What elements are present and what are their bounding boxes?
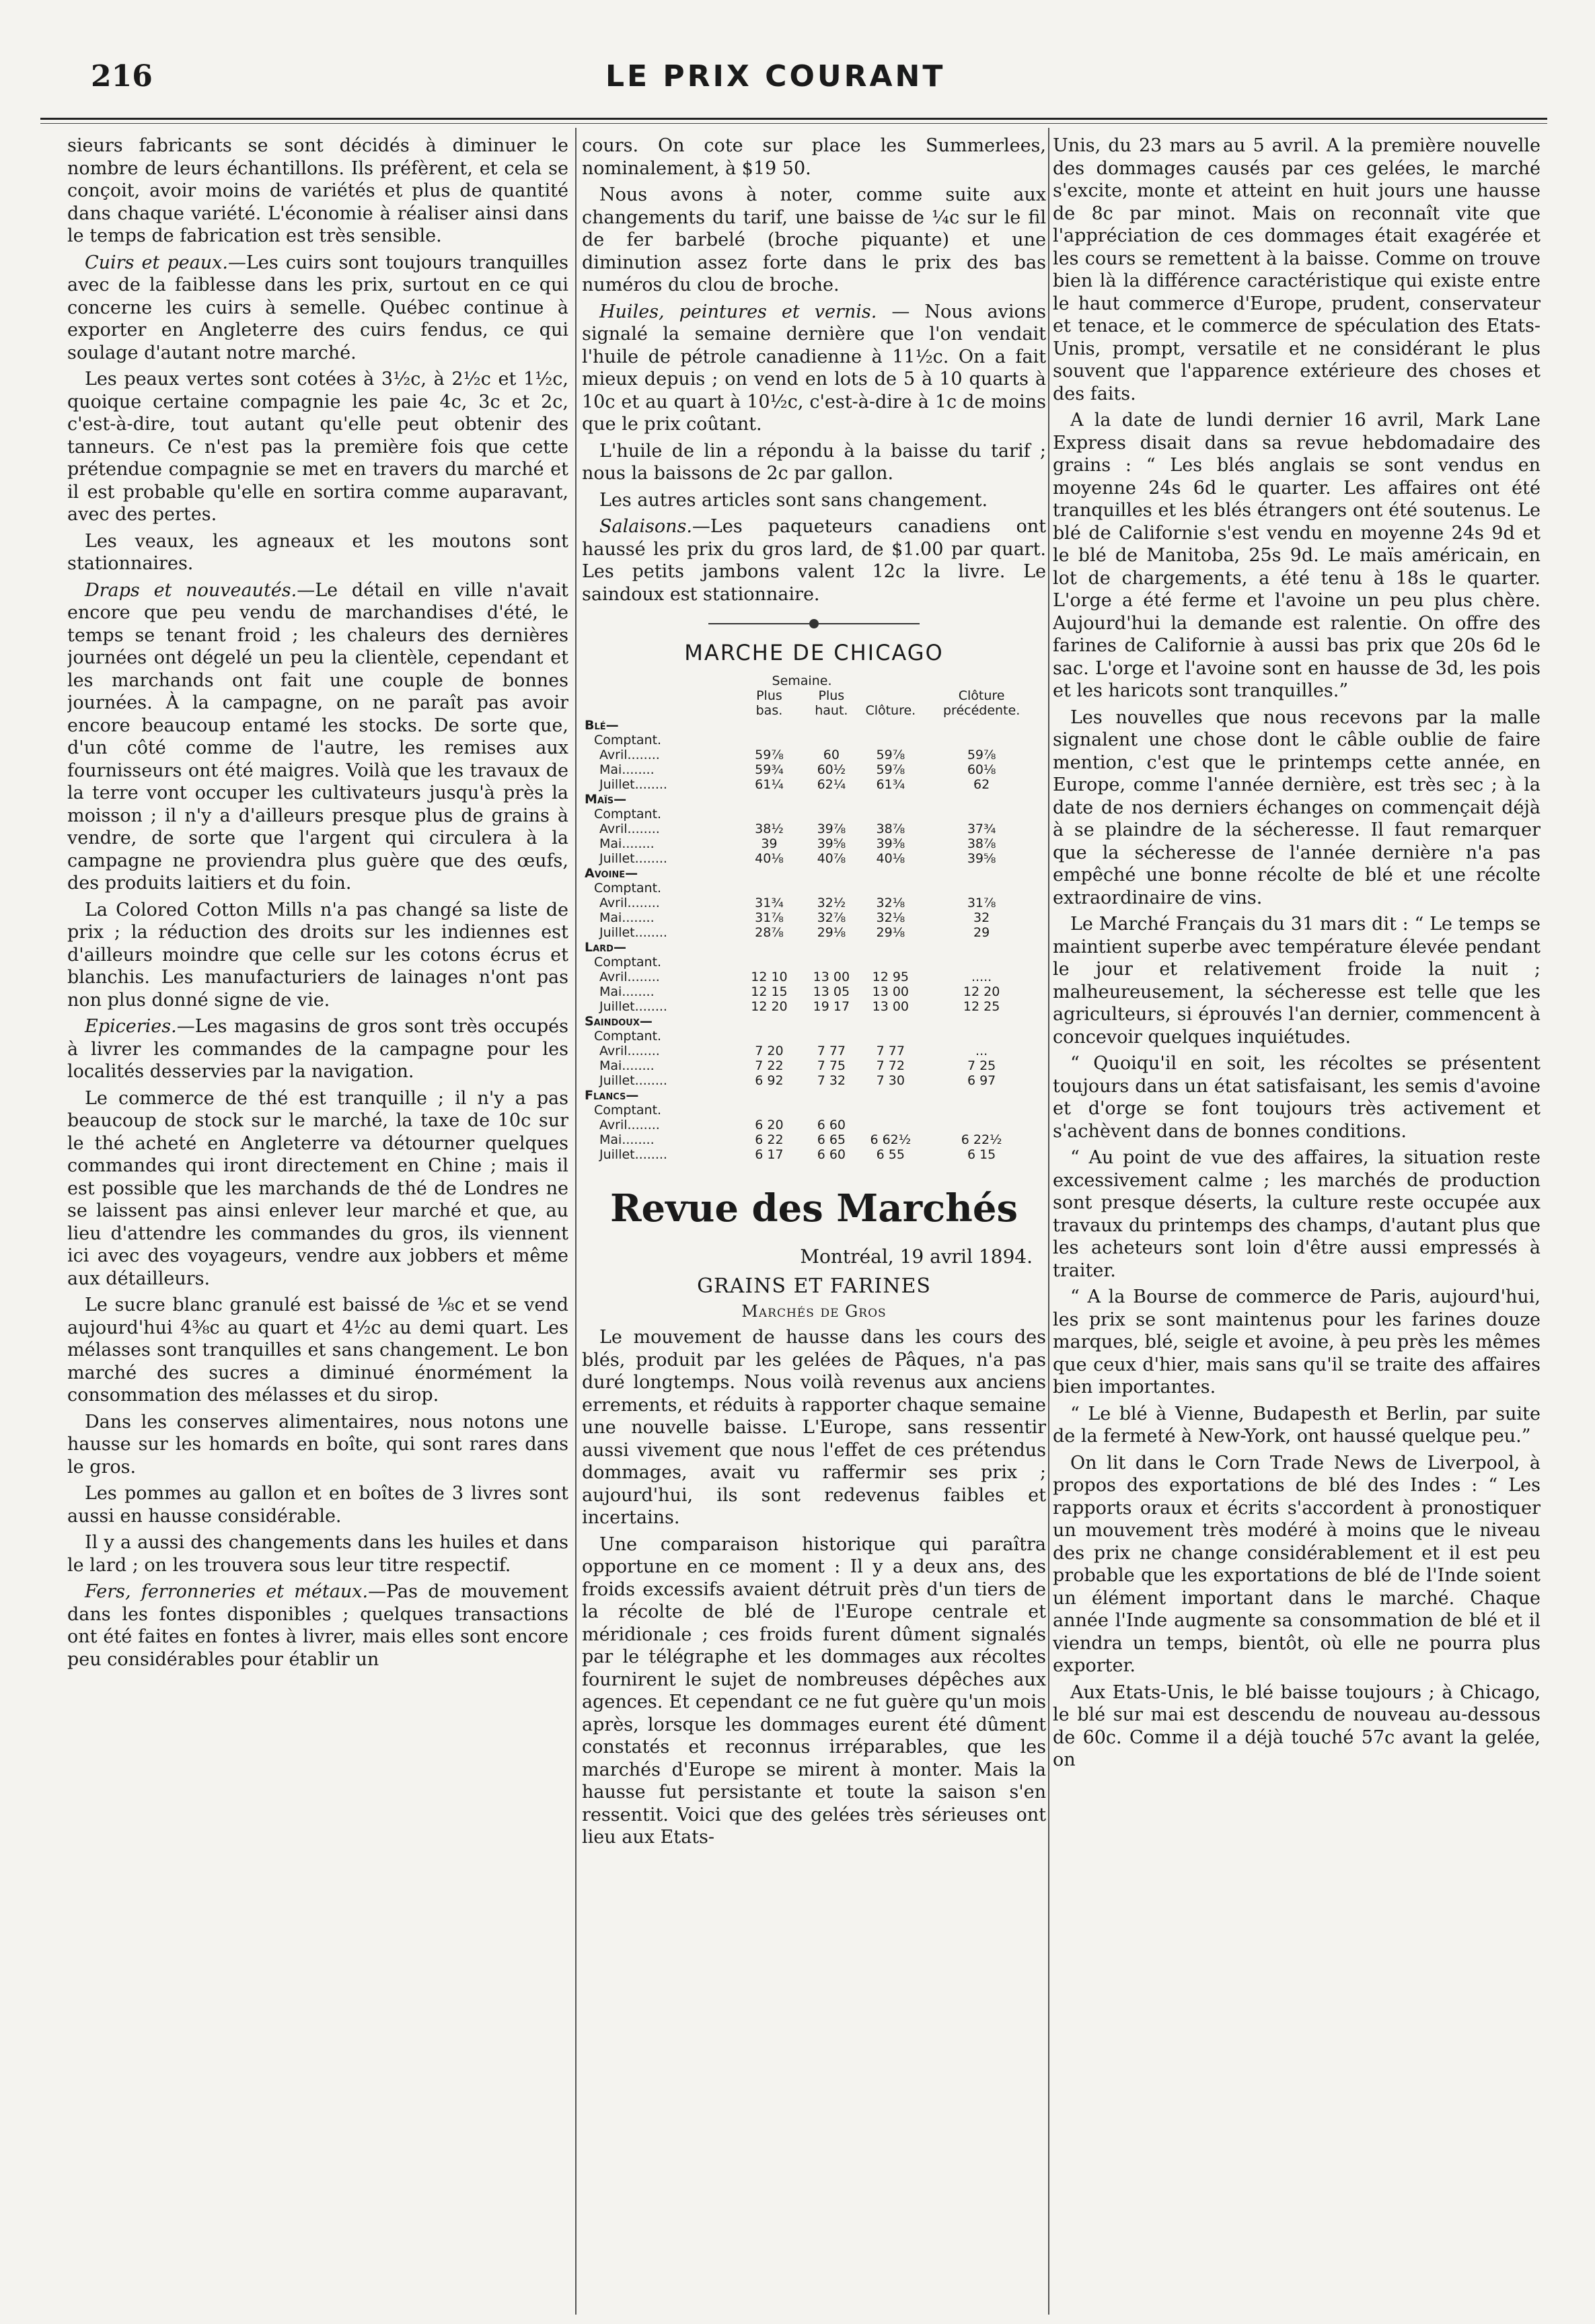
paragraph: [1053, 135, 1541, 405]
table-row: [582, 1044, 1046, 1058]
paragraph-text: “ A la Bourse de commerce de Paris, aujourd'hui, les prix se sont maintenus pour les farines douze marques, blé, seigle et avoine, à peu près les mêmes que ceux d'hier, mais sans qu'il se traite des affaires bien importantes.: [1053, 1286, 1541, 1397]
column-divider: [575, 128, 577, 2315]
table-row: [582, 1147, 1046, 1162]
header-semaine: Semaine.: [772, 674, 832, 688]
paragraph: [67, 1015, 568, 1083]
price-cell: 7 30: [876, 1073, 905, 1088]
price-cell: 6 65: [817, 1132, 846, 1147]
commodity-row: [582, 1014, 1046, 1029]
price-cell: 7 22: [755, 1058, 784, 1073]
month-label: Mai........: [599, 984, 655, 999]
month-label: Mai........: [599, 836, 655, 851]
month-label: Juillet........: [599, 1147, 667, 1162]
paragraph: [67, 1087, 568, 1291]
price-cell: 7 25: [967, 1058, 996, 1073]
price-cell: [917, 1118, 1046, 1132]
commodity-name: Blé—: [585, 718, 619, 733]
dateline: Montréal, 19 avril 1894.: [800, 1245, 1033, 1268]
paragraph-text: Une comparaison historique qui paraîtra opportune en ce moment : Il y a deux ans, des froids excessifs avaient détruit près d'un tiers de la récolte de blé de l'Europe centrale et méridionale ; ces froids furent dûment signalés par le télégraphe et les dommages aux récoltes fournirent le sujet de nombreuses dépêches aux agences. Et cependant ce ne fut guère qu'un mois après, lorsque les dommages eurent été dûment constatés et reconnus irréparables, que les marchés d'Europe se mirent à monter. Mais la hausse fut persistante et toute la saison s'en ressentit. Voici que des gelées très sérieuses ont lieu aux Etats-: [582, 1533, 1046, 1848]
month-label: Mai........: [599, 1132, 655, 1147]
price-cell: 39⅝: [967, 851, 996, 866]
paragraph: [582, 489, 1046, 512]
header-rule: [40, 118, 1547, 120]
price-cell: 39⅞: [817, 822, 846, 836]
price-cell: 6 22: [755, 1132, 784, 1147]
price-cell: 6 62½: [870, 1132, 912, 1147]
paragraph: [1053, 1681, 1541, 1772]
paragraph: [1053, 409, 1541, 702]
paragraph-text: Nous avons à noter, comme suite aux changements du tarif, une baisse de ¼c sur le fil de fer barbelé (broche piquante) et une diminution assez forte dans le prix des bas numéros du clou de broche.: [582, 184, 1046, 295]
running-title: LE PRIX COURANT: [605, 59, 946, 94]
price-cell: 7 20: [755, 1044, 784, 1058]
paragraph-text: A la date de lundi dernier 16 avril, Mark Lane Express disait dans sa revue hebdomadaire des grains : “ Les blés anglais se sont vendus en moyenne 24s 6d le quarter. Les affaires ont été tranquilles et les blés étrangers ont été soutenus. Le blé de Californie s'est vendu en moyenne 24s 9d et le blé de Manitoba, 25s 9d. Le maïs américain, en lot de chargements, a été tenu à 18s le quarter. L'orge a été ferme et l'avoine un peu plus chère. Aujourd'hui la demande est ralentie. On offre des farines de Californie à aussi bas prix que 20s 6d le sac. L'orge et l'avoine sont en hausse de 3d, les pois et les haricots sont tranquilles.”: [1053, 410, 1541, 701]
paragraph-text: Il y a aussi des changements dans les huiles et dans le lard ; on les trouvera sous leur titre respectif.: [67, 1532, 568, 1576]
price-cell: .....: [971, 970, 992, 984]
grains-et-farines-heading: GRAINS ET FARINES: [697, 1274, 931, 1298]
price-cell: 13 00: [872, 999, 910, 1014]
price-cell: 59⅞: [876, 762, 905, 777]
section-label: Huiles, peintures et vernis.: [599, 301, 877, 322]
header-cloture-precedente: Clôture précédente.: [942, 688, 1021, 718]
price-cell: 12 15: [751, 984, 788, 999]
commodity-row: [582, 866, 1046, 881]
price-cell: 37¾: [967, 822, 996, 836]
price-cell: 39⅜: [876, 836, 905, 851]
price-cell: 32⅛: [876, 910, 905, 925]
paragraph-text: —Les cuirs sont toujours tranquilles avec de la faiblesse dans les prix, surtout en ce qui concerne les cuirs à semelle. Québec continue à exporter en Angleterre des cuirs fendus, ce qui soulage d'autant notre marché.: [67, 252, 568, 363]
chicago-market-table: [582, 674, 1046, 1162]
paragraph-text: Les veaux, les agneaux et les moutons sont stationnaires.: [67, 530, 568, 574]
price-cell: 29⅛: [876, 925, 905, 940]
table-row: [582, 777, 1046, 792]
price-cell: 7 75: [817, 1058, 846, 1073]
column-3: [1053, 135, 1541, 2315]
header-plus-bas: Plus bas.: [755, 688, 783, 718]
paragraph: [582, 1533, 1046, 1849]
paragraph: [1053, 913, 1541, 1048]
paragraph: [67, 1531, 568, 1576]
commodity-row: [582, 718, 1046, 733]
table-row: [582, 1058, 1046, 1073]
commodity-row: [582, 792, 1046, 807]
paragraph-text: cours. On cote sur place les Summerlees, nominalement, à $19 50.: [582, 135, 1046, 179]
price-cell: 6 17: [755, 1147, 784, 1162]
paragraph-text: Les nouvelles que nous recevons par la malle signalent une chose dont le câble oublie de faire mention, c'est que le printemps cette année, en Europe, comme l'année dernière, est très sec ; à la date de nos derniers échanges on commençait déjà à se plaindre de la sécheresse. Il faut remarquer que la sécheresse de l'année dernière n'a pas empêché une bonne récolte de blé et une récolte extraordinaire de vins.: [1053, 706, 1541, 908]
paragraph: [1053, 1452, 1541, 1677]
month-label: Avril........: [599, 748, 660, 762]
paragraph-text: On lit dans le Corn Trade News de Liverpool, à propos des exportations de blé des Indes : “ Les rapports oraux et écrits s'accordent à pronostiquer un mouvement très modéré à moins que le niveau des prix ne change considérablement et il est peu probable que les exportations de blé de l'Inde soient un élément important dans le marché. Chaque année l'Inde augmente sa consommation de blé et il viendra un temps, bientôt, où elle ne pourra plus exporter.: [1053, 1452, 1541, 1676]
price-cell: 38⅞: [967, 836, 996, 851]
commodity-name: Saindoux—: [585, 1014, 653, 1029]
paragraph-text: “ Le blé à Vienne, Budapesth et Berlin, par suite de la fermeté à New-York, ont haussé quelque peu.”: [1053, 1403, 1541, 1447]
paragraph: [1053, 706, 1541, 910]
month-label: Juillet........: [599, 925, 667, 940]
table-row: [582, 1073, 1046, 1088]
price-cell: 61¼: [755, 777, 784, 792]
month-label: Juillet........: [599, 777, 667, 792]
paragraph-text: Le mouvement de hausse dans les cours des blés, produit par les gelées de Pâques, n'a pas duré longtemps. Nous voilà revenus aux anciens errements, et réduits à rapporter chaque semaine une nouvelle baisse. L'Europe, sans ressentir aussi vivement que nous l'effet de ces prétendus dommages, avait vu raffermir ses prix ; aujourd'hui, ils sont redevenus faibles et incertains.: [582, 1327, 1046, 1528]
column-2: [582, 135, 1046, 2315]
price-cell: 39: [761, 836, 778, 851]
price-cell: 6 92: [755, 1073, 784, 1088]
table-row: [582, 748, 1046, 762]
price-cell: 38½: [755, 822, 784, 836]
column-2-text: [582, 135, 1046, 606]
paragraph: [582, 1326, 1046, 1529]
price-cell: 12 10: [751, 970, 788, 984]
page-header: [0, 40, 1595, 101]
paragraph: [582, 135, 1046, 180]
paragraph-text: —Le détail en ville n'avait encore que peu vendu de marchandises d'été, le temps se tenant froid ; les chaleurs des dernières journées ont dégelé un peu la clientèle, cependant et les marchands ont fait une couple de bonnes journées. À la campagne, on ne paraît pas avoir encore beaucoup entamé les stocks. De sorte que, d'un côté comme de l'autre, les remises aux fournisseurs ont été maigres. Voilà que les travaux de la terre vont occuper les cultivateurs jusqu'à près la moisson ; il n'y a d'ailleurs presque plus de grains à vendre, de sorte que l'argent qui circulera à la campagne ne proviendra plus guère que des œufs, des produits laitiers et du foin.: [67, 579, 568, 894]
month-label: Juillet........: [599, 851, 667, 866]
commodity-row: [582, 940, 1046, 955]
price-cell: 6 60: [817, 1118, 846, 1132]
header-rule-thin: [40, 123, 1547, 124]
paragraph: [1053, 1052, 1541, 1142]
page-number: 216: [91, 59, 153, 94]
paragraph-text: Le Marché Français du 31 mars dit : “ Le temps se maintient superbe avec température élevée pendant le jour et relativement froide la nuit ; malheureusement, la sécheresse est telle que les agriculteurs, si éprouvés l'an dernier, commencent à concevoir quelques inquiétudes.: [1053, 914, 1541, 1048]
paragraph-text: — Nous avions signalé la semaine dernière que l'on vendait l'huile de pétrole canadienne à 11½c. On a fait mieux depuis ; on vend en lots de 5 à 10 quarts à 10c et au quart à 10½c, c'est-à-dire à 1c de moins que le prix coûtant.: [582, 301, 1046, 435]
table-row: [582, 836, 1046, 851]
column-divider: [1048, 128, 1049, 2315]
price-cell: 28⅞: [755, 925, 784, 940]
chicago-market-title: MARCHE DE CHICAGO: [684, 640, 944, 665]
table-row: [582, 822, 1046, 836]
price-cell: 62: [973, 777, 990, 792]
month-label: Juillet........: [599, 999, 667, 1014]
month-label: Mai........: [599, 910, 655, 925]
price-cell: 29⅛: [817, 925, 846, 940]
price-cell: 32⅛: [876, 896, 905, 910]
price-cell: 32⅞: [817, 910, 846, 925]
column-1: [67, 135, 568, 2315]
price-cell: 6 55: [876, 1147, 905, 1162]
comptant-row: [582, 1029, 1046, 1044]
paragraph: [67, 1482, 568, 1527]
price-cell: 7 32: [817, 1073, 846, 1088]
section-label: Draps et nouveautés.: [85, 579, 297, 601]
paragraph: [67, 530, 568, 575]
marches-de-gros-heading: Marchés de Gros: [741, 1302, 887, 1321]
price-cell: 32: [973, 910, 990, 925]
table-row: [582, 851, 1046, 866]
paragraph-text: Unis, du 23 mars au 5 avril. A la première nouvelle des dommages causés par ces gelées, le marché s'excite, monte et atteint en huit jours une hausse de 8c par minot. Mais on reconnaît vite que l'appréciation de ces dommages était exagérée et les cours se remettent à la baisse. Comme on trouve bien là la différence caractéristique qui existe entre le haut commerce d'Europe, prudent, conservateur et tenace, et le commerce de spéculation des Etats-Unis, prompt, versatile et ne considérant le plus souvent que l'apparence extérieure des choses et des faits.: [1053, 135, 1541, 404]
month-label: Mai........: [599, 762, 655, 777]
price-cell: 61¾: [876, 777, 905, 792]
section-label: Epiceries.: [85, 1016, 177, 1037]
paragraph: [1053, 1147, 1541, 1282]
price-cell: [864, 1118, 917, 1132]
paragraph-text: sieurs fabricants se sont décidés à diminuer le nombre de leurs échantillons. Ils préfèrent, et cela se conçoit, avoir moins de variétés et plus de quantité dans chaque variété. L'économie à réaliser ainsi dans le temps de fabrication est très sensible.: [67, 135, 568, 246]
price-cell: 29: [973, 925, 990, 940]
paragraph: [67, 1411, 568, 1479]
price-cell: 6 22½: [961, 1132, 1002, 1147]
table-row: [582, 896, 1046, 910]
comptant-label: Comptant.: [594, 955, 662, 970]
price-cell: 59⅞: [755, 748, 784, 762]
comptant-label: Comptant.: [594, 733, 662, 748]
paragraph: [1053, 1286, 1541, 1399]
paragraph-text: “ Quoiqu'il en soit, les récoltes se présentent toujours dans un état satisfaisant, les semis d'avoine et d'orge se font toujours très activement et s'achèvent dans de bonnes conditions.: [1053, 1053, 1541, 1142]
revue-text: [582, 1326, 1046, 1849]
commodity-name: Maïs—: [585, 792, 627, 807]
commodity-name: Lard—: [585, 940, 626, 955]
paragraph-text: —Pas de mouvement dans les fontes disponibles ; quelques transactions ont été faites en fontes à livrer, mais elles sont encore peu considérables pour établir un: [67, 1581, 568, 1670]
table-row: [582, 762, 1046, 777]
month-label: Avril........: [599, 1118, 660, 1132]
month-label: Avril........: [599, 822, 660, 836]
comptant-row: [582, 733, 1046, 748]
table-row: [582, 1118, 1046, 1132]
price-cell: 6 20: [755, 1118, 784, 1132]
month-label: Mai........: [599, 1058, 655, 1073]
table-row: [582, 999, 1046, 1014]
table-row: [582, 910, 1046, 925]
price-cell: 59¾: [755, 762, 784, 777]
month-label: Avril........: [599, 970, 660, 984]
price-cell: 12 95: [872, 970, 910, 984]
header-plus-haut: Plus haut.: [815, 688, 848, 718]
price-cell: 6 60: [817, 1147, 846, 1162]
month-label: Avril........: [599, 896, 660, 910]
paragraph: [582, 184, 1046, 297]
paragraph-text: L'huile de lin a répondu à la baisse du tarif ; nous la baissons de 2c par gallon.: [582, 440, 1046, 484]
price-cell: 12 25: [963, 999, 1000, 1014]
paragraph: [67, 1581, 568, 1671]
price-cell: 59⅞: [967, 748, 996, 762]
ornament-divider: [582, 616, 1046, 629]
price-cell: 19 17: [813, 999, 850, 1014]
commodity-name: Flancs—: [585, 1088, 639, 1103]
commodity-row: [582, 1088, 1046, 1103]
price-cell: 12 20: [963, 984, 1000, 999]
paragraph: [67, 135, 568, 248]
paragraph: [1053, 1403, 1541, 1448]
comptant-label: Comptant.: [594, 1029, 662, 1044]
paragraph: [582, 440, 1046, 485]
price-cell: 13 05: [813, 984, 850, 999]
price-cell: 7 77: [817, 1044, 846, 1058]
paragraph-text: —Les magasins de gros sont très occupés à livrer les commandes de la campagne pour les localités desservies par la navigation.: [67, 1016, 568, 1082]
table-row: [582, 925, 1046, 940]
paragraph-text: Le sucre blanc granulé est baissé de ⅛c et se vend aujourd'hui 4⅜c au quart et 4½c au demi quart. Les mélasses sont tranquilles et sans changement. Le bon marché des sucres a diminué énormément la consommation des mélasses et du sirop.: [67, 1295, 568, 1406]
price-cell: 13 00: [872, 984, 910, 999]
comptant-row: [582, 807, 1046, 822]
paragraph: [67, 579, 568, 895]
paragraph-text: Le commerce de thé est tranquille ; il n'y a pas beaucoup de stock sur le marché, la taxe de 10c sur le thé acheté en Angleterre va détourner quelques commandes qui iront directement en Chine ; mais il est possible que les marchands de thé de Londres ne se laissent pas ainsi enlever leur marché et que, au lieu d'attendre les commandes du gros, ils viennent ici avec des voyageurs, vendre aux jobbers et même aux détailleurs.: [67, 1087, 568, 1289]
price-cell: 60⅛: [967, 762, 996, 777]
paragraph: [67, 252, 568, 365]
comptant-label: Comptant.: [594, 881, 662, 896]
price-cell: 38⅞: [876, 822, 905, 836]
paragraph: [582, 515, 1046, 606]
table-row: [582, 970, 1046, 984]
commodity-name: Avoine—: [585, 866, 638, 881]
section-label: Salaisons.: [599, 516, 692, 537]
comptant-label: Comptant.: [594, 807, 662, 822]
month-label: Juillet........: [599, 1073, 667, 1088]
price-cell: 6 97: [967, 1073, 996, 1088]
paragraph: [67, 899, 568, 1012]
paragraph-text: La Colored Cotton Mills n'a pas changé sa liste de prix ; la réduction des droits sur les indiennes est d'ailleurs moindre que celle sur les cotons écrus et blanchis. Les manufacturiers de lainages n'ont pas non plus donné signe de vie.: [67, 899, 568, 1011]
paragraph-text: Les peaux vertes sont cotées à 3½c, à 2½c et 1½c, quoique certaine compagnie les paie 4c, 3c et 2c, c'est-à-dire, tout autant qu'elle peut obtenir des tanneurs. Ce n'est pas la première fois que cette prétendue compagnie se met en travers du marché et il est probable qu'elle en sortira comme auparavant, avec des pertes.: [67, 369, 568, 525]
table-row: [582, 984, 1046, 999]
price-cell: 40⅞: [817, 851, 846, 866]
table-row: [582, 1132, 1046, 1147]
price-cell: 6 15: [967, 1147, 996, 1162]
price-cell: ...: [975, 1044, 988, 1058]
price-cell: 62¼: [817, 777, 846, 792]
price-cell: 32½: [817, 896, 846, 910]
comptant-row: [582, 955, 1046, 970]
month-label: Avril........: [599, 1044, 660, 1058]
price-cell: 60: [823, 748, 840, 762]
paragraph-text: Dans les conserves alimentaires, nous notons une hausse sur les homards en boîte, qui sont rares dans le gros.: [67, 1411, 568, 1478]
paragraph-text: Les pommes au gallon et en boîtes de 3 livres sont aussi en hausse considérable.: [67, 1483, 568, 1527]
price-cell: 59⅞: [876, 748, 905, 762]
comptant-label: Comptant.: [594, 1103, 662, 1118]
section-label: Fers, ferronneries et métaux.: [85, 1581, 369, 1602]
price-cell: 31¾: [755, 896, 784, 910]
price-cell: 40⅛: [876, 851, 905, 866]
revue-des-marches-title: Revue des Marchés: [609, 1186, 1018, 1231]
paragraph: [67, 368, 568, 526]
price-cell: 13 00: [813, 970, 850, 984]
paragraph-text: —Les paqueteurs canadiens ont haussé les prix du gros lard, de $1.00 par quart. Les petits jambons valent 12c la livre. Le saindoux est stationnaire.: [582, 516, 1046, 605]
price-cell: 7 72: [876, 1058, 905, 1073]
price-cell: 31⅞: [967, 896, 996, 910]
paragraph: [582, 301, 1046, 436]
price-cell: 40⅛: [755, 851, 784, 866]
price-cell: 39⅝: [817, 836, 846, 851]
price-cell: 12 20: [751, 999, 788, 1014]
header-cloture: Clôture.: [865, 703, 916, 718]
paragraph: [67, 1294, 568, 1407]
section-label: Cuirs et peaux.: [85, 252, 228, 273]
paragraph-text: Aux Etats-Unis, le blé baisse toujours ; à Chicago, le blé sur mai est descendu de nouveau au-dessous de 60c. Comme il a déjà touché 57c avant la gelée, on: [1053, 1681, 1541, 1770]
comptant-row: [582, 1103, 1046, 1118]
paragraph-text: “ Au point de vue des affaires, la situation reste excessivement calme ; les marchés de production sont presque déserts, la culture reste occupée aux travaux du printemps des champs, d'autant plus que les acheteurs sont loin d'être aussi empressés à traiter.: [1053, 1147, 1541, 1281]
price-cell: 7 77: [876, 1044, 905, 1058]
price-cell: 31⅞: [755, 910, 784, 925]
price-cell: 60½: [817, 762, 846, 777]
comptant-row: [582, 881, 1046, 896]
paragraph-text: Les autres articles sont sans changement.: [599, 489, 988, 511]
